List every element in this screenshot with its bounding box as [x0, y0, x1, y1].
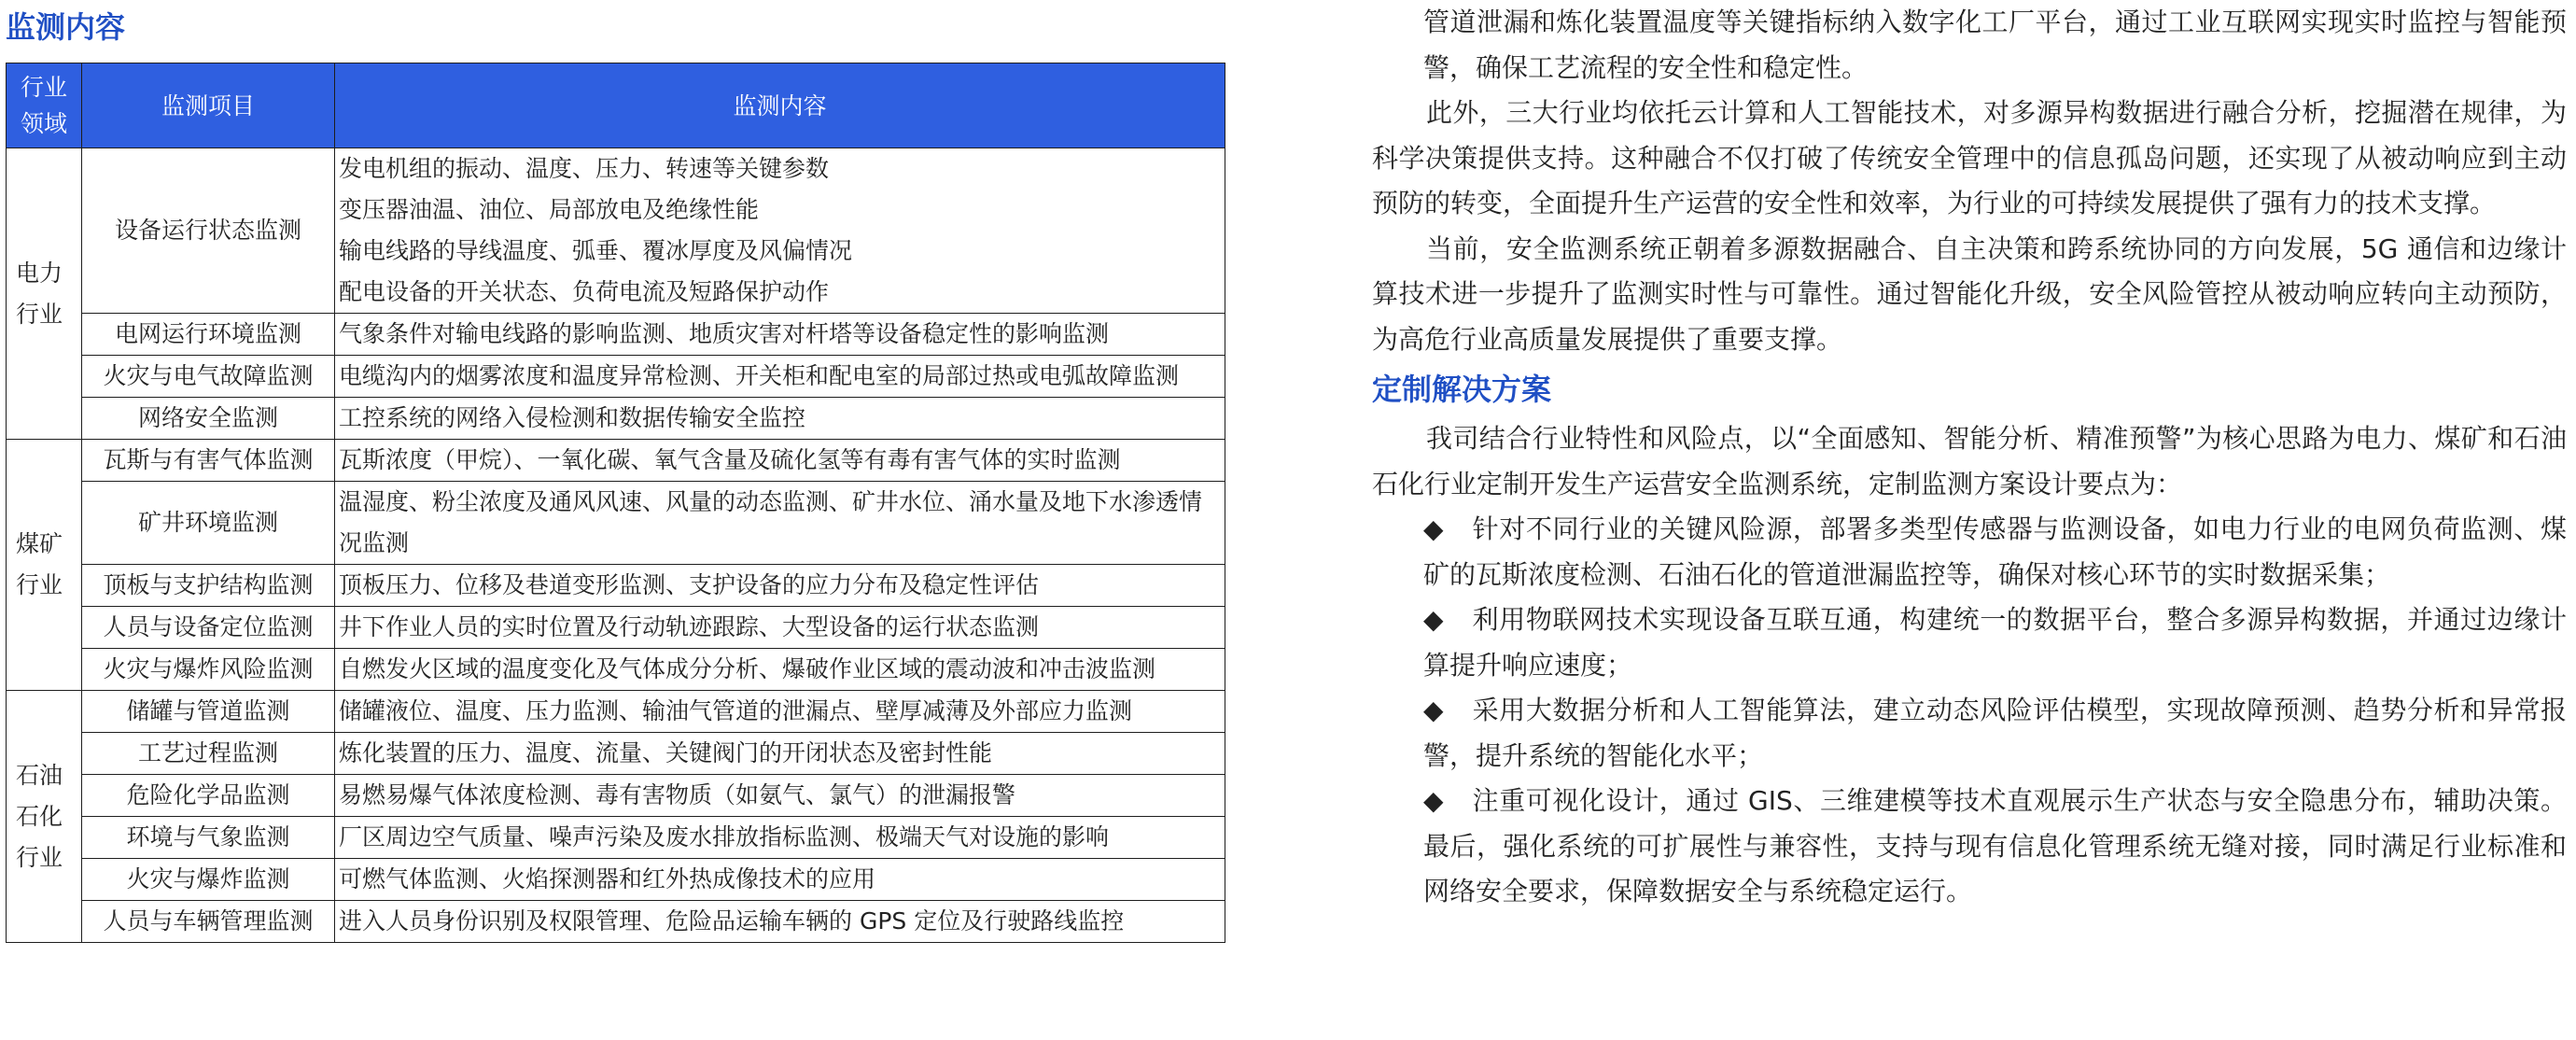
content-cell: 易燃易爆气体浓度检测、毒有害物质（如氨气、氯气）的泄漏报警 [335, 775, 1225, 817]
content-cell: 温湿度、粉尘浓度及通风风速、风量的动态监测、矿井水位、涌水量及地下水渗透情况监测 [335, 482, 1225, 565]
content-cell: 可燃气体监测、火焰探测器和红外热成像技术的应用 [335, 859, 1225, 901]
content-cell: 工控系统的网络入侵检测和数据传输安全监控 [335, 398, 1225, 440]
diamond-bullet-icon: ◆ [1423, 785, 1444, 816]
item-cell: 人员与设备定位监测 [82, 607, 335, 649]
table-row [7, 859, 1225, 901]
bullet-text: 注重可视化设计，通过 GIS、三维建模等技术直观展示生产状态与安全隐患分布，辅助决策。最后，强化系统的可扩展性与兼容性，支持与现有信息化管理系统无缝对接，同时满足行业标准和网络安全要求，保障数据安全与系统稳定运行。 [1423, 785, 2567, 906]
paragraph-ai: 此外，三大行业均依托云计算和人工智能技术，对多源异构数据进行融合分析，挖掘潜在规律，为科学决策提供支持。这种融合不仅打破了传统安全管理中的信息孤岛问题，还实现了从被动响应到主动预防的转变，全面提升生产运营的安全性和效率，为行业的可持续发展提供了强有力的技术支撑。 [1372, 97, 2567, 218]
item-cell: 储罐与管道监测 [82, 691, 335, 733]
table-row [7, 440, 1225, 482]
section-heading-solution: 定制解决方案 [1372, 372, 1552, 407]
content-cell: 电缆沟内的烟雾浓度和温度异常检测、开关柜和配电室的局部过热或电弧故障监测 [335, 356, 1225, 398]
bullet-item [1372, 779, 2567, 915]
table-row [7, 398, 1225, 440]
bullet-list [1372, 507, 2567, 915]
item-cell: 火灾与爆炸监测 [82, 859, 335, 901]
item-cell: 顶板与支护结构监测 [82, 565, 335, 607]
table-row [7, 565, 1225, 607]
item-cell: 工艺过程监测 [82, 733, 335, 775]
diamond-bullet-icon: ◆ [1423, 513, 1444, 544]
bullet-item [1372, 688, 2567, 779]
item-cell: 矿井环境监测 [82, 482, 335, 565]
table-row [7, 691, 1225, 733]
left-column [6, 7, 1225, 943]
bullet-text: 利用物联网技术实现设备互联互通，构建统一的数据平台，整合多源异构数据，并通过边缘计算提升响应速度； [1423, 604, 2567, 681]
item-cell: 危险化学品监测 [82, 775, 335, 817]
content-cell: 瓦斯浓度（甲烷）、一氧化碳、氧气含量及硫化氢等有毒有害气体的实时监测 [335, 440, 1225, 482]
content-cell: 井下作业人员的实时位置及行动轨迹跟踪、大型设备的运行状态监测 [335, 607, 1225, 649]
table-row [7, 314, 1225, 356]
bullet-text: 针对不同行业的关键风险源，部署多类型传感器与监测设备，如电力行业的电网负荷监测、煤矿的瓦斯浓度检测、石油石化的管道泄漏监控等，确保对核心环节的实时数据采集； [1423, 513, 2567, 590]
item-cell: 电网运行环境监测 [82, 314, 335, 356]
table-row [7, 817, 1225, 859]
item-cell: 网络安全监测 [82, 398, 335, 440]
header-item: 监测项目 [82, 63, 335, 148]
paragraph-intro: 我司结合行业特性和风险点，以“全面感知、智能分析、精准预警”为核心思路为电力、煤矿和石油石化行业定制开发生产运营安全监测系统，定制监测方案设计要点为： [1372, 423, 2567, 499]
bullet-item [1372, 507, 2567, 597]
table-row [7, 901, 1225, 943]
table-row [7, 649, 1225, 691]
item-cell: 环境与气象监测 [82, 817, 335, 859]
domain-cell: 石油 石化 行业 [7, 691, 82, 943]
domain-cell: 电力 行业 [7, 148, 82, 440]
table-row [7, 356, 1225, 398]
diamond-bullet-icon: ◆ [1423, 604, 1444, 635]
item-cell: 人员与车辆管理监测 [82, 901, 335, 943]
monitoring-table [6, 63, 1225, 943]
bullet-text: 采用大数据分析和人工智能算法，建立动态风险评估模型，实现故障预测、趋势分析和异常报警，提升系统的智能化水平； [1423, 695, 2567, 771]
content-cell: 气象条件对输电线路的影响监测、地质灾害对杆塔等设备稳定性的影响监测 [335, 314, 1225, 356]
table-row [7, 733, 1225, 775]
paragraph-current: 当前，安全监测系统正朝着多源数据融合、自主决策和跨系统协同的方向发展，5G 通信和边缘计算技术进一步提升了监测实时性与可靠性。通过智能化升级，安全风险管控从被动响应转向主动预防，为高危行业高质量发展提供了重要支撑。 [1372, 232, 2567, 355]
paragraph-continued: 管道泄漏和炼化装置温度等关键指标纳入数字化工厂平台，通过工业互联网实现实时监控与智能预警，确保工艺流程的安全性和稳定性。 [1423, 7, 2567, 83]
item-cell: 火灾与电气故障监测 [82, 356, 335, 398]
content-cell: 发电机组的振动、温度、压力、转速等关键参数 变压器油温、油位、局部放电及绝缘性能 输电线路的导线温度、弧垂、覆冰厚度及风偏情况 配电设备的开关状态、负荷电流及短路保护动作 [335, 148, 1225, 314]
table-row [7, 775, 1225, 817]
content-cell: 进入人员身份识别及权限管理、危险品运输车辆的 GPS 定位及行驶路线监控 [335, 901, 1225, 943]
diamond-bullet-icon: ◆ [1423, 695, 1444, 725]
section-heading-monitoring: 监测内容 [6, 9, 126, 45]
content-cell: 厂区周边空气质量、噪声污染及废水排放指标监测、极端天气对设施的影响 [335, 817, 1225, 859]
content-cell: 储罐液位、温度、压力监测、输油气管道的泄漏点、壁厚减薄及外部应力监测 [335, 691, 1225, 733]
right-column [1372, 0, 2567, 915]
table-header-row [7, 63, 1225, 148]
table-row [7, 607, 1225, 649]
table-row [7, 148, 1225, 314]
item-cell: 火灾与爆炸风险监测 [82, 649, 335, 691]
content-cell: 自燃发火区域的温度变化及气体成分分析、爆破作业区域的震动波和冲击波监测 [335, 649, 1225, 691]
header-content: 监测内容 [335, 63, 1225, 148]
domain-cell: 煤矿 行业 [7, 440, 82, 691]
item-cell: 瓦斯与有害气体监测 [82, 440, 335, 482]
content-cell: 顶板压力、位移及巷道变形监测、支护设备的应力分布及稳定性评估 [335, 565, 1225, 607]
table-row [7, 482, 1225, 565]
header-domain: 行业 领域 [7, 63, 82, 148]
content-cell: 炼化装置的压力、温度、流量、关键阀门的开闭状态及密封性能 [335, 733, 1225, 775]
bullet-item [1372, 597, 2567, 688]
item-cell: 设备运行状态监测 [82, 148, 335, 314]
